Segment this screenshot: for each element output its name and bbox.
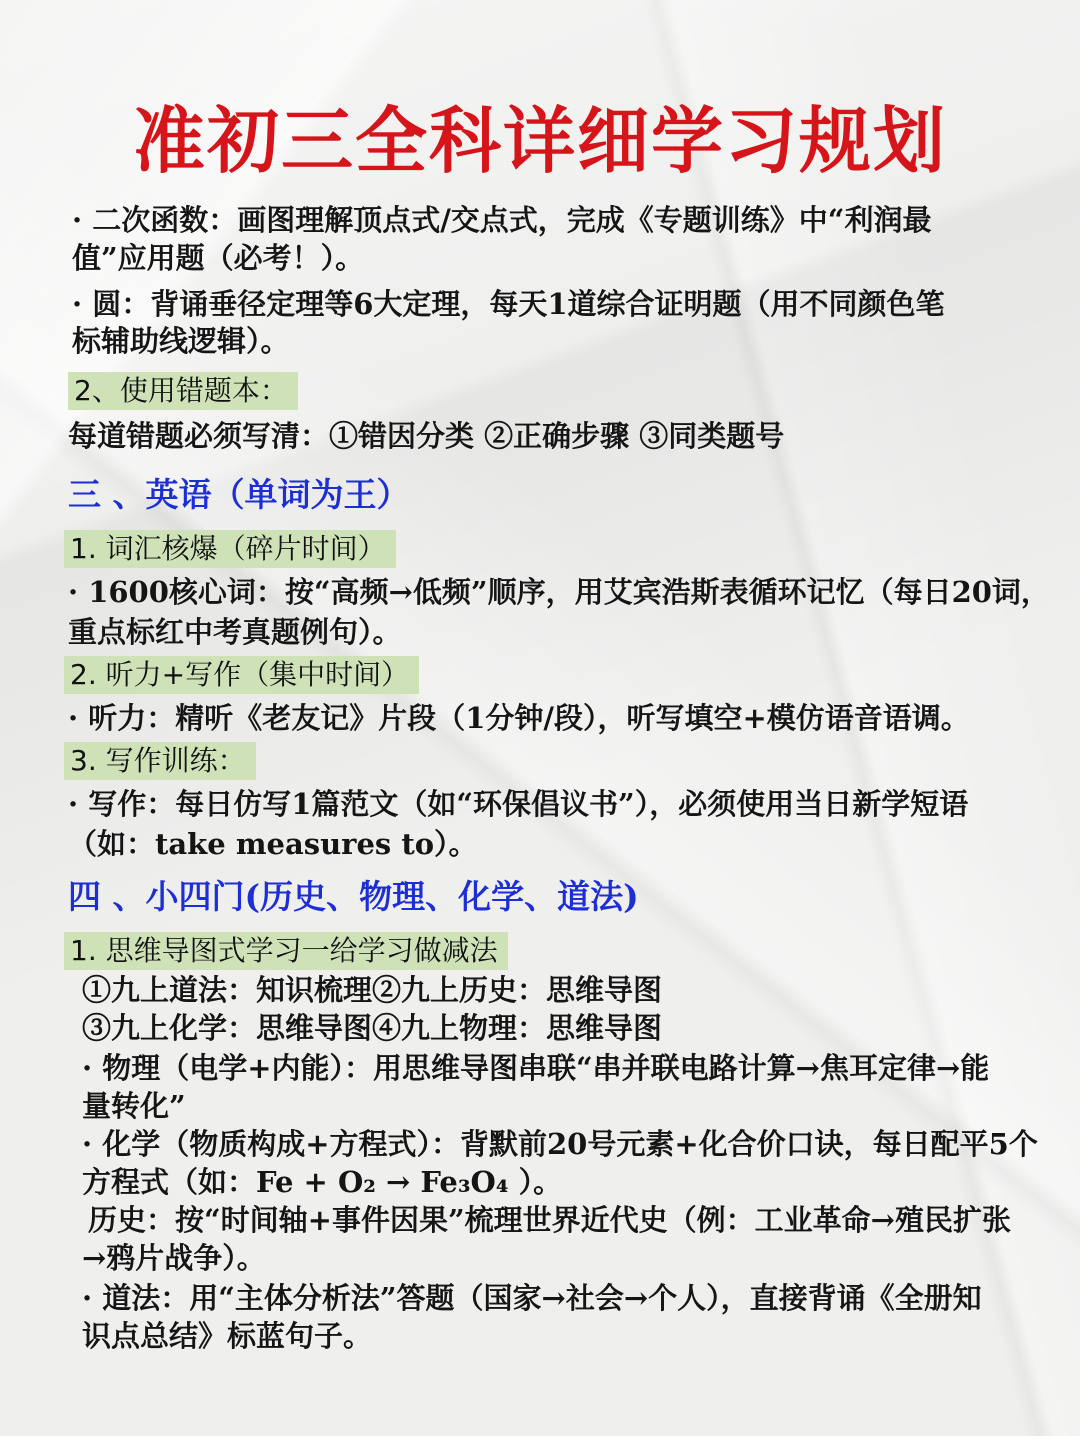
- wrong-book-text: 每道错题必须写清：①错因分类 ②正确步骤 ③同类题号: [68, 419, 785, 453]
- math-quadratic-line-2: 值”应用题（必考！）。: [72, 241, 365, 275]
- politics-line-2: 识点总结》标蓝句子。: [82, 1319, 373, 1353]
- math-quadratic-line-1: · 二次函数：画图理解顶点式/交点式，完成《专题训练》中“利润最: [72, 203, 932, 237]
- math-circle-line-2: 标辅助线逻辑）。: [72, 324, 290, 358]
- english-listening-heading: 2. 听力+写作（集中时间）: [64, 656, 419, 694]
- page-title: 准初三全科详细学习规划: [132, 99, 947, 183]
- physics-line-2: 量转化”: [82, 1089, 186, 1123]
- english-writing-heading: 3. 写作训练：: [64, 742, 256, 780]
- english-writing-line-1: · 写作：每日仿写1篇范文（如“环保倡议书”），必须使用当日新学短语: [68, 787, 969, 821]
- mind-map-line-2: ③九上化学：思维导图④九上物理：思维导图: [82, 1011, 663, 1045]
- physics-line-1: · 物理（电学+内能）：用思维导图串联“串并联电路计算→焦耳定律→能: [82, 1051, 990, 1085]
- mind-map-line-1: ①九上道法：知识梳理②九上历史：思维导图: [82, 973, 663, 1007]
- english-vocab-heading: 1. 词汇核爆（碎片时间）: [64, 530, 396, 568]
- chemistry-line-2: 方程式（如：Fe + O₂ → Fe₃O₄ ）。: [82, 1165, 563, 1199]
- politics-line-1: · 道法：用“主体分析法”答题（国家→社会→个人），直接背诵《全册知: [82, 1281, 982, 1315]
- english-writing-line-2: （如：take measures to）。: [68, 827, 478, 861]
- history-line-2: →鸦片战争）。: [82, 1241, 266, 1275]
- wrong-book-heading: 2、使用错题本：: [68, 372, 298, 410]
- english-vocab-line-1: · 1600核心词：按“高频→低频”顺序，用艾宾浩斯表循环记忆（每日20词，: [68, 575, 1050, 609]
- math-circle-line-1: · 圆：背诵垂径定理等6大定理，每天1道综合证明题（用不同颜色笔: [72, 287, 945, 321]
- minor-subjects-section-heading: 四 、小四门(历史、物理、化学、道法): [68, 877, 639, 916]
- mind-map-heading: 1. 思维导图式学习一给学习做减法: [64, 932, 508, 970]
- chemistry-line-1: · 化学（物质构成+方程式）：背默前20号元素+化合价口诀，每日配平5个: [82, 1127, 1038, 1161]
- history-line-1: 历史：按“时间轴+事件因果”梳理世界近代史（例：工业革命→殖民扩张: [88, 1203, 1011, 1237]
- english-vocab-line-2: 重点标红中考真题例句）。: [68, 615, 402, 649]
- english-listening-text: · 听力：精听《老友记》片段（1分钟/段），听写填空+模仿语音语调。: [68, 701, 970, 735]
- english-section-heading: 三 、英语（单词为王）: [68, 475, 410, 514]
